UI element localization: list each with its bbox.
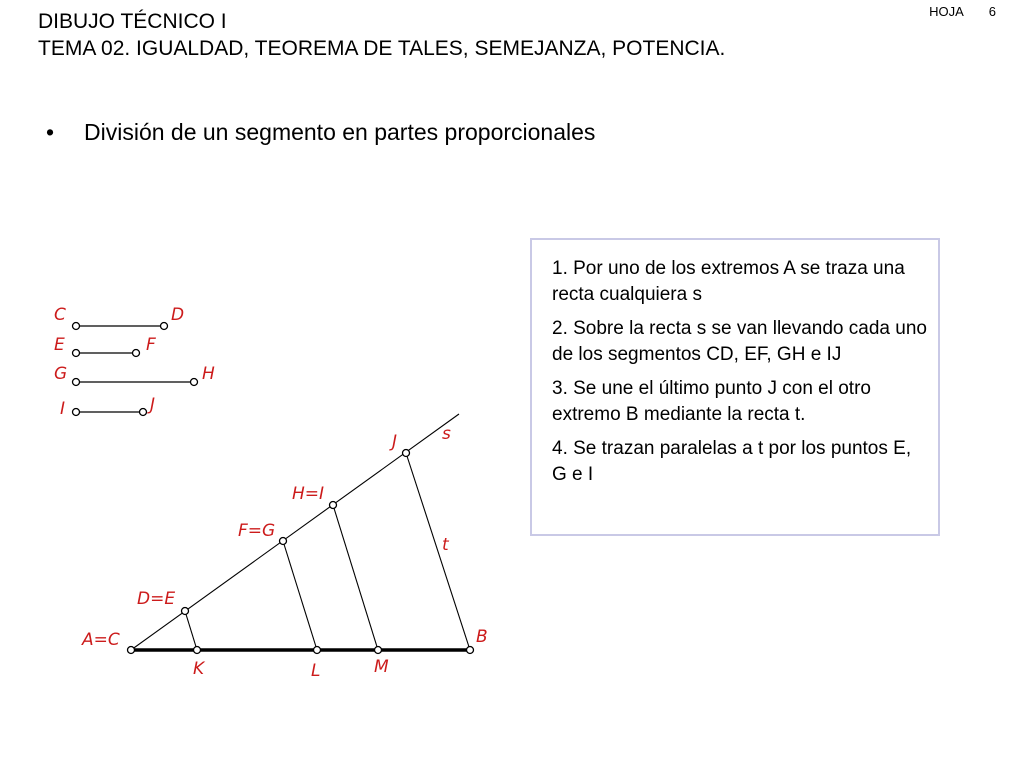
topic-title: TEMA 02. IGUALDAD, TEOREMA DE TALES, SEMEJANZA, POTENCIA. bbox=[38, 37, 726, 60]
label-fg: F=G bbox=[238, 521, 276, 541]
label-d: D bbox=[171, 305, 185, 325]
point-j-small bbox=[140, 409, 147, 416]
step-item: 1. Por uno de los extremos A se traza una recta cualquiera s bbox=[552, 258, 905, 305]
section-title: División de un segmento en partes proporcionales bbox=[84, 119, 596, 145]
diagram-labels bbox=[54, 305, 488, 681]
point-k bbox=[194, 647, 201, 654]
label-k: K bbox=[193, 659, 205, 679]
label-j-small: J bbox=[150, 395, 156, 415]
point-m bbox=[375, 647, 382, 654]
point-g bbox=[73, 379, 80, 386]
point-j bbox=[403, 450, 410, 457]
label-b: B bbox=[476, 627, 488, 647]
label-f: F bbox=[146, 335, 156, 355]
label-j: J bbox=[392, 432, 398, 452]
step-item: 2. Sobre la recta s se van llevando cada uno de los segmentos CD, EF, GH e IJ bbox=[552, 318, 927, 365]
point-de bbox=[182, 608, 189, 615]
step-item: 4. Se trazan paralelas a t por los puntos E, G e I bbox=[552, 438, 912, 485]
label-l: L bbox=[311, 661, 321, 681]
label-hi: H=I bbox=[292, 484, 325, 504]
point-fg bbox=[280, 538, 287, 545]
point-hi bbox=[330, 502, 337, 509]
label-e: E bbox=[54, 335, 65, 355]
point-a bbox=[128, 647, 135, 654]
label-i: I bbox=[60, 399, 66, 419]
label-de: D=E bbox=[137, 589, 176, 609]
bullet-symbol: • bbox=[46, 119, 55, 145]
point-f bbox=[133, 350, 140, 357]
given-segments bbox=[73, 323, 198, 416]
point-c bbox=[73, 323, 80, 330]
point-h bbox=[191, 379, 198, 386]
label-s: s bbox=[442, 424, 451, 444]
label-h: H bbox=[202, 364, 215, 384]
parallel-g bbox=[283, 541, 317, 650]
line-s bbox=[131, 414, 459, 650]
point-l bbox=[314, 647, 321, 654]
step-item: 3. Se une el último punto J con el otro extremo B mediante la recta t. bbox=[552, 378, 871, 425]
label-g: G bbox=[54, 364, 68, 384]
label-m: M bbox=[374, 657, 389, 677]
point-d bbox=[161, 323, 168, 330]
point-e bbox=[73, 350, 80, 357]
sheet-number: 6 bbox=[988, 4, 996, 19]
course-title: DIBUJO TÉCNICO I bbox=[38, 10, 227, 33]
label-c: C bbox=[54, 305, 66, 325]
point-b bbox=[467, 647, 474, 654]
label-ac: A=C bbox=[82, 630, 120, 650]
point-i bbox=[73, 409, 80, 416]
parallel-e bbox=[185, 611, 197, 650]
label-t: t bbox=[442, 535, 449, 555]
construction-lines bbox=[131, 414, 470, 650]
parallel-i bbox=[333, 505, 378, 650]
construction-points bbox=[128, 450, 474, 654]
sheet-label: HOJA bbox=[929, 4, 964, 19]
line-t bbox=[406, 453, 470, 650]
